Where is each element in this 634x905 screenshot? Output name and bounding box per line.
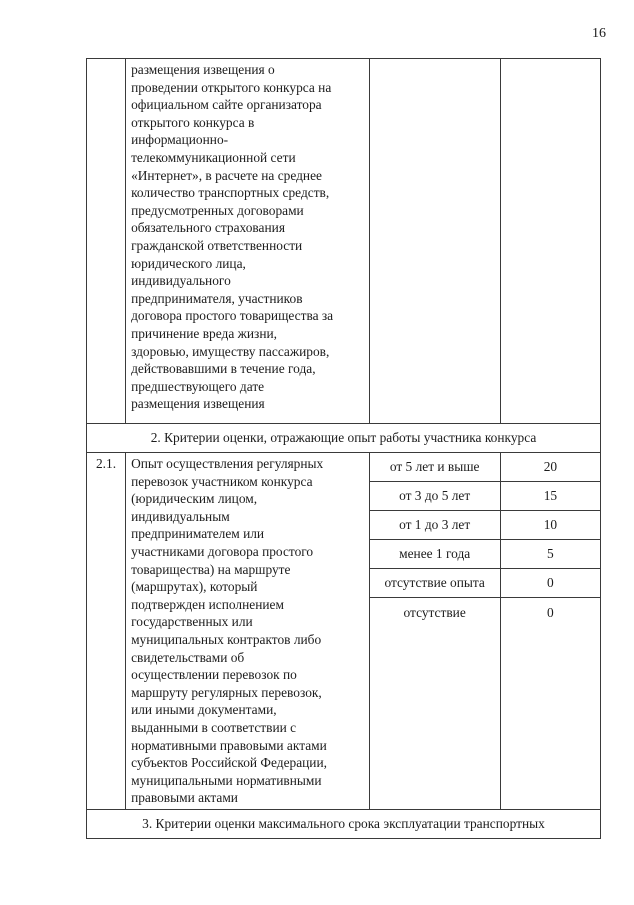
description-line: (юридическим лицом, [131, 491, 258, 507]
table-row-continuation [87, 59, 601, 424]
description-line: правовыми актами [131, 790, 238, 806]
description-line: информационно- [131, 132, 229, 148]
score-cell: 10 [500, 511, 600, 540]
description-line: предусмотренных договорами [131, 202, 304, 218]
score-cell: 0 [500, 569, 600, 598]
row-description [126, 453, 369, 810]
description-line: товарищества) на маршруте [131, 561, 291, 577]
score-cell: 20 [500, 453, 600, 482]
description-line: гражданской ответственности [131, 237, 303, 253]
row-number-cell [87, 59, 126, 424]
description-line: маршруту регулярных перевозок, [131, 684, 322, 700]
score-cell-empty [500, 59, 600, 424]
description-line: размещения извещения о [131, 62, 275, 77]
section-3-title: 3. Критерии оценки максимального срока эксплуатации транспортных [87, 809, 601, 838]
row-description [126, 59, 369, 424]
description-line: размещения извещения [131, 396, 265, 412]
section-header-row [87, 424, 601, 453]
description-line: индивидуальным [131, 508, 230, 524]
description-line: здоровью, имуществу пассажиров, [131, 343, 330, 359]
criterion-cell-empty [369, 59, 500, 424]
description-line: юридического лица, [131, 255, 246, 271]
criterion-cell: отсутствие опыта [369, 569, 500, 598]
description-line: «Интернет», в расчете на среднее [131, 167, 322, 183]
row-number-cell: 2.1. [87, 453, 126, 810]
description-line: осуществлении перевозок по [131, 667, 297, 683]
description-line: участниками договора простого [131, 543, 314, 559]
section-2-title: 2. Критерии оценки, отражающие опыт работы участника конкурса [87, 424, 601, 453]
description-line: свидетельствами об [131, 649, 245, 665]
description-line: официальном сайте организатора [131, 97, 322, 113]
description-line: предпринимателя, участников [131, 290, 303, 306]
page-number: 16 [592, 26, 606, 41]
section-header-row [87, 809, 601, 838]
description-line: индивидуального [131, 273, 231, 289]
description-line: обязательного страхования [131, 220, 285, 236]
description-line: нормативными правовыми актами [131, 737, 327, 753]
criterion-cell: менее 1 года [369, 540, 500, 569]
description-line: подтвержден исполнением [131, 596, 284, 612]
description-line: или иными документами, [131, 702, 277, 718]
description-line: открытого конкурса в [131, 114, 255, 130]
description-line: причинение вреда жизни, [131, 325, 277, 341]
description-line: (маршрутах), который [131, 579, 258, 595]
description-line: государственных или [131, 614, 253, 630]
description-line: количество транспортных средств, [131, 185, 330, 201]
description-line: Опыт осуществления регулярных [131, 456, 324, 471]
description-line: предшествующего дате [131, 378, 265, 394]
criteria-table [86, 58, 601, 839]
criterion-cell: от 3 до 5 лет [369, 482, 500, 511]
description-line: муниципальными нормативными [131, 772, 322, 788]
description-line: договора простого товарищества за [131, 308, 334, 324]
description-line: телекоммуникационной сети [131, 149, 296, 165]
score-cell: 15 [500, 482, 600, 511]
description-line: выданными в соответствии с [131, 719, 297, 735]
description-line: субъектов Российской Федерации, [131, 755, 327, 771]
table-row [87, 453, 601, 482]
description-line: перевозок участником конкурса [131, 473, 313, 489]
description-line: проведении открытого конкурса на [131, 79, 332, 95]
score-cell: 5 [500, 540, 600, 569]
criterion-cell: от 5 лет и выше [369, 453, 500, 482]
description-line: предпринимателем или [131, 526, 265, 542]
description-line: действовавшими в течение года, [131, 361, 316, 377]
score-cell: 0 [500, 598, 600, 810]
criterion-cell: от 1 до 3 лет [369, 511, 500, 540]
description-line: муниципальных контрактов либо [131, 631, 322, 647]
criterion-cell: отсутствие [369, 598, 500, 810]
